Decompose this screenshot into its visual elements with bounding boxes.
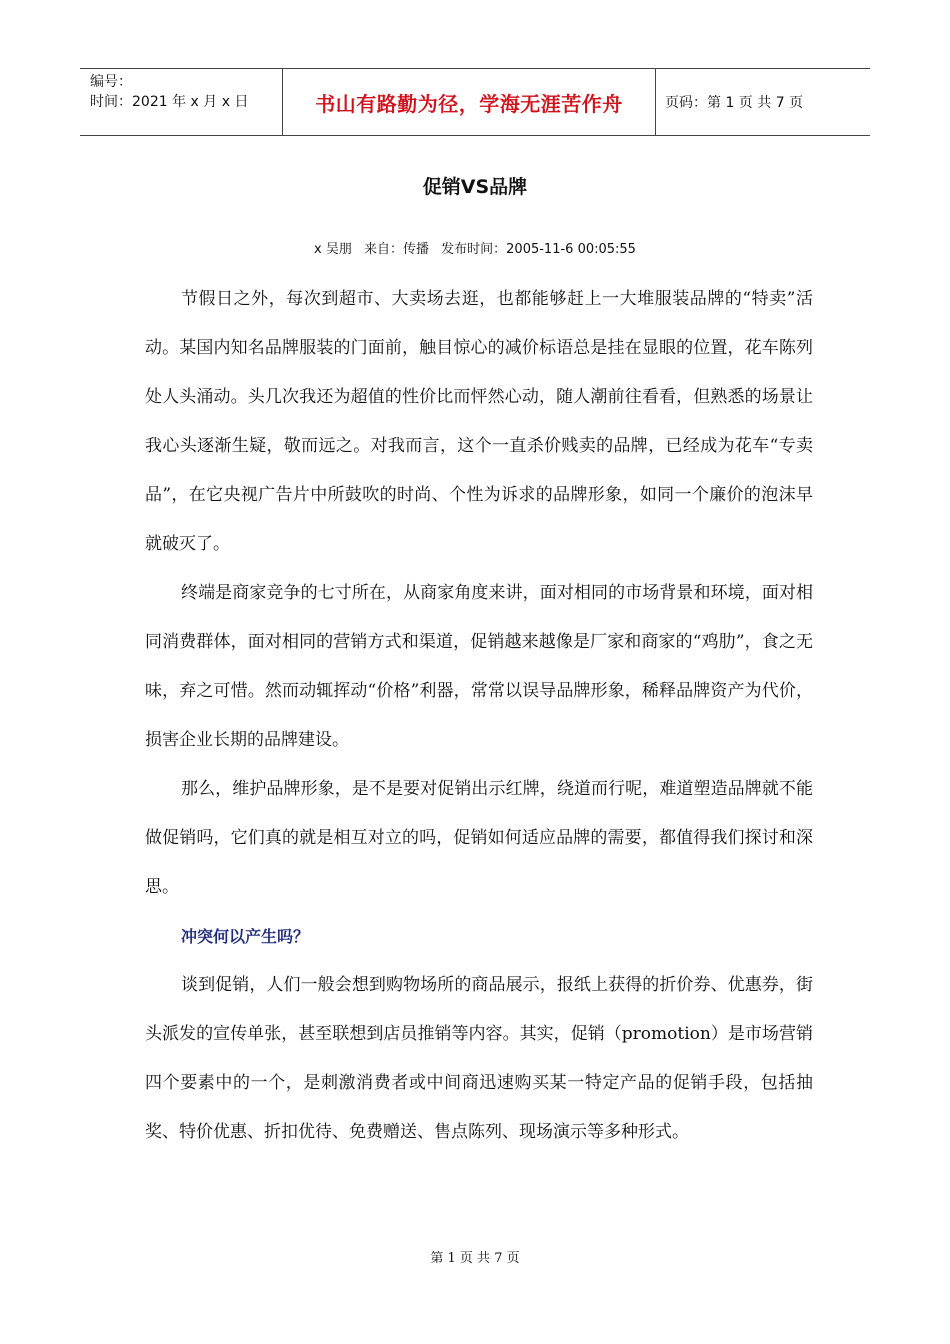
paragraph: 终端是商家竞争的七寸所在，从商家角度来讲，面对相同的市场背景和环境，面对相同消费群体，面对相同的营销方式和渠道，促销越来越像是厂家和商家的“鸡肋”，食之无味，弃之可惜。然而动辄挥动“价格”利器，常常以误导品牌形象，稀释品牌资产为代价，损害企业长期的品牌建设。 — [145, 583, 813, 750]
header-meta-cell — [80, 69, 282, 135]
section-heading: 冲突何以产生吗？ — [181, 927, 310, 946]
article-byline — [0, 238, 950, 257]
article-title: 促销VS品牌 — [422, 176, 528, 198]
paragraph: 节假日之外，每次到超市、大卖场去逛，也都能够赶上一大堆服装品牌的“特卖”活动。某国内知名品牌服装的门面前，触目惊心的减价标语总是挂在显眼的位置，花车陈列处人头涌动。头几次我还为超值的性价比而怦然心动，随人潮前往看看，但熟悉的场景让我心头逐渐生疑，敬而远之。对我而言，这个一直杀价贱卖的品牌，已经成为花车“专卖品”，在它央视广告片中所鼓吹的时尚、个性为诉求的品牌形象，如同一个廉价的泡沫早就破灭了。 — [145, 289, 813, 554]
page-info: 页码：第 1 页 共 7 页 — [665, 95, 804, 111]
paragraph: 谈到促销，人们一般会想到购物场所的商品展示，报纸上获得的折价券、优惠券，街头派发的宣传单张，甚至联想到店员推销等内容。其实，促销（promotion）是市场营销四个要素中的一个，是刺激消费者或中间商迅速购买某一特定产品的促销手段，包括抽奖、特价优惠、折扣优待、免费赠送、售点陈列、现场演示等多种形式。 — [145, 975, 813, 1142]
time-label: 时间：2021 年 x 月 x 日 — [90, 94, 249, 110]
motto-text: 书山有路勤为径，学海无涯苦作舟 — [315, 91, 623, 116]
byline-published: 发布时间：2005-11-6 00:05:55 — [441, 242, 636, 257]
header-motto-cell — [282, 69, 656, 135]
article-body — [145, 275, 813, 1157]
document-header — [80, 68, 870, 136]
page-footer: 第 1 页 共 7 页 — [430, 1251, 520, 1266]
paragraph: 那么，维护品牌形象，是不是要对促销出示红牌，绕道而行呢，难道塑造品牌就不能做促销吗，它们真的就是相互对立的吗，促销如何适应品牌的需要，都值得我们探讨和深思。 — [145, 779, 813, 897]
byline-source: 来自：传播 — [364, 242, 430, 257]
number-label: 编号： — [90, 74, 132, 90]
byline-author: x 吴朋 — [314, 242, 352, 257]
header-page-cell — [656, 69, 870, 135]
